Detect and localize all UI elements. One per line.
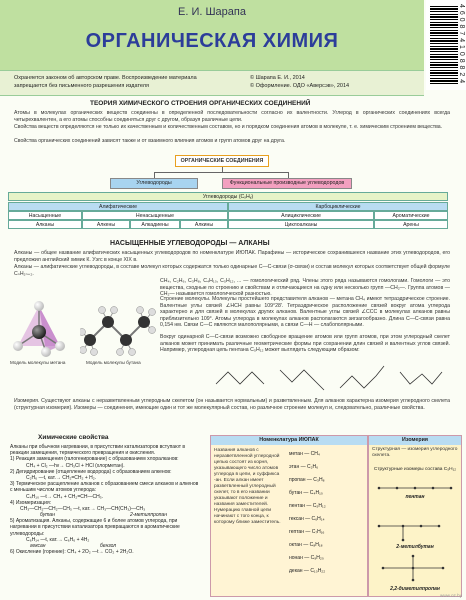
list-item: пропан — C₃H₈ (289, 477, 325, 483)
list-item: метан — CH₄ (289, 451, 320, 457)
header (0, 0, 424, 70)
isomers-panel (368, 435, 462, 597)
alkane-names-list (289, 448, 365, 578)
table-row (8, 192, 448, 201)
theory-para-1: Атомы в молекулах органических веществ соединены в определенной последовательности согласно их валентности. Углерод в органических соединениях всегда четырехвалентен, а его атомы способны соединяться друг с другом, образуя различные цепи. (14, 110, 450, 123)
table-row (8, 202, 448, 211)
cell-aliphatic: Алифатические (8, 202, 228, 211)
scheme-organic-compounds: ОРГАНИЧЕСКИЕ СОЕДИНЕНИЯ (175, 155, 269, 167)
reaction-1-label: 1) Реакция замещения (галогенирование) с образованием хлоралканов: (10, 456, 179, 463)
pentane-label: пентан (405, 494, 425, 500)
dimethylpropane-label: 2,2-диметилпропан (390, 586, 440, 592)
reaction-2-label: 2) Дегидрирование (отщепление водорода) с образованием алкенов: (10, 468, 172, 475)
cell-hydrocarbons: Углеводороды (CₓHᵧ) (8, 192, 448, 201)
cell-alkenes: Алкены (82, 220, 130, 229)
copyright-author: © Шарапа Е. И., 2014 (250, 75, 305, 81)
scheme-hydrocarbons: Углеводороды (110, 178, 198, 189)
list-item: октан — C₈H₁₈ (289, 542, 323, 548)
barcode (426, 0, 466, 90)
table-row (8, 220, 448, 229)
barcode-bars (430, 4, 458, 84)
cell-arenes: Арены (374, 220, 448, 229)
butane-model-image (80, 300, 156, 358)
nomenclature-header: Номенклатура ИЮПАК (211, 436, 367, 445)
alkanes-para-3: CH₄, C₂H₆, C₃H₈, C₄H₁₀, C₅H₁₂, ... — гомологический ряд. Члены этого ряда называются гомологами. Гомологи — это вещества, сходные по строению и свойствам и отличающиеся на одну или несколько групп —CH₂—. Группа атомов —CH₂— называется гомологической разностью. (160, 278, 450, 298)
butane-caption: Модель молекулы бутана (86, 360, 141, 365)
cell-saturated: Насыщенные (8, 211, 82, 220)
cell-cycloalkanes: Циклоалканы (228, 220, 374, 229)
cell-aromatic: Ароматические (374, 211, 448, 220)
reaction-5-equation: C₆H₁₄ —t, кат.→ C₆H₆ + 4H₂ (26, 536, 90, 543)
methane-model-image (10, 300, 68, 358)
theory-para-3: Свойства органических соединений зависят также и от взаимного влияния атомов и групп атомов друг на друга. (14, 138, 286, 144)
chemical-properties-title: Химические свойства (38, 434, 109, 441)
list-item: пентан — C₅H₁₂ (289, 503, 326, 509)
isomerism-para: Изомерия. Существуют алканы с неразветвленным углеродным скелетом (он называется нормальным) и разветвленным. Для алканов характерна изомерия углеродного скелета (структурная изомерия). Изомеры — соединения, имеющие один и тот же молекулярный состав, но различное строение молекул и, следовательно, различные свойства. (14, 398, 450, 411)
list-item: нонан — C₉H₂₀ (289, 555, 324, 561)
list-item: гексан — C₆H₁₄ (289, 516, 325, 522)
copyright-publisher: © Оформление. ОДО «Аверсэв», 2014 (250, 83, 350, 89)
alkanes-para-1: Алканы — общее название алифатических насыщенных углеводородов по номенклатуре ИЮПАК. Парафины — историческое сохранившееся название этих углеводородов, его предложил английский химик К. Уэгс в конце XIX в. (14, 250, 450, 263)
reaction-3-label: 3) Термическое расщепление алканов с образованием смеси алканов и алкенов с меньшим числом атомов углерода: (10, 481, 199, 494)
alkanes-title: НАСЫЩЕННЫЕ УГЛЕВОДОРОДЫ — АЛКАНЫ (110, 240, 270, 247)
isomers-subtitle: Структурные изомеры состава C₅H₁₂ (373, 467, 457, 472)
reaction-4-label: 4) Изомеризация: (10, 499, 52, 506)
reaction-4-names (10, 512, 200, 518)
isomers-header: Изомерия (369, 436, 461, 445)
nomenclature-text: Названия алканов с неразветвленной углеродной цепью состоят из корня, указывающего число атомов углерода в цепи, и суффикса -ан. Если алкан имеет разветвленный углеродный скелет, то в его названии указывают положение и названия заместителей. Нумерацию главной цепи начинают с того конца, к которому ближе заместитель. (214, 448, 281, 525)
pentane-chain-shapes (210, 360, 450, 394)
cell-alkadienes: Алкадиены (130, 220, 180, 229)
reaction-6-equation: 6) Окисление (горение): CH₄ + 2O₂ —t→ CO₂ + 2H₂O. (10, 549, 134, 556)
molecule-structure-para: Строение молекулы. Молекулы простейшего представителя алканов — метана CH₄ имеют тетраэдрическое строение. Валентные углы связей ∠HCH равны 109°28′. Тетраэдрическое расположение связей вокруг атома углерода характерно и для связей в молекулах других алканов. Валентные углы связей ∠CCC в молекулах алканов равны приблизительно 109°. Атомы углерода в молекулах алканов располагаются зигзагообразно. Длина C—C-связи равна 0,154 нм. Связи C—C являются малополярными, а связи C—H — слабополярными. (160, 296, 450, 329)
page-title: ОРГАНИЧЕСКАЯ ХИМИЯ (85, 30, 339, 52)
reaction-2-equation: C₂H₆ —t, кат.→ CH₂=CH₂ + H₂. (26, 475, 97, 482)
cell-unsaturated: Ненасыщенные (82, 211, 228, 220)
list-item: бутан — C₄H₁₀ (289, 490, 323, 496)
reaction-1-equation: CH₄ + Cl₂ —hν→ CH₃Cl + HCl (хлорметан). (26, 462, 125, 469)
methane-caption: Модель молекулы метана (10, 360, 66, 365)
free-rotation-para: Вокруг одинарной C—C-связи возможно свободное вращение атомов или групп атомов, при этом углеродный скелет алканов может принимать различные геометрические формы при сохранении длин связей и валентных углов связей. Например, углеродная цепь пентана C₅H₁₂ может выглядеть следующим образом: (160, 334, 450, 354)
copyright-lines (250, 74, 420, 90)
reactions-list (10, 444, 200, 555)
author: Е. И. Шарапа (178, 6, 246, 18)
copyright-notice: Охраняется законом об авторском праве. Воспроизведение материала запрещается без письменного разрешения издателя (14, 75, 197, 89)
reaction-5-label: 5) Ароматизация. Алканы, содержащие 6 и более атомов углерода, при нагревании в присутствии катализатора превращаются в ароматические углеводороды: (10, 518, 180, 537)
reaction-3-equation: C₄H₁₀ —t→ CH₄ + CH₂=CH—CH₃. (26, 493, 104, 500)
alkanes-para-2: Алканы — алифатические углеводороды, в составе молекул которых содержатся только одинарные C—C-связи (σ-связи) и состав молекул которых соответствует общей формуле CₙH₂ₙ₊₂. (14, 264, 450, 277)
reactions-intro: Алканы при обычном нагревании, в присутствии катализаторов вступают в реакции замещения, термического превращения и окисления. (10, 444, 186, 457)
scheme-line (154, 172, 288, 173)
methylpropane-label: 2-метилпропан (130, 512, 167, 519)
cell-alkynes: Алкины (180, 220, 228, 229)
barcode-number: 4 6 0 8 7 4 1 0 8 8 2 4 (458, 4, 465, 84)
butane-label: бутан (40, 512, 55, 519)
reaction-5-names (10, 543, 200, 549)
watermark: www.oz.by (440, 593, 462, 598)
reaction-4-equation: CH₃—CH₂—CH₂—CH₃ —t, кат.→ CH₃—CH(CH₃)—CH₃ (20, 506, 146, 513)
list-item: гептан — C₇H₁₆ (289, 529, 325, 535)
notice-bar (0, 70, 424, 96)
cell-alkanes: Алканы (8, 220, 82, 229)
nomenclature-panel (210, 435, 368, 597)
hexane-label: гексан (30, 543, 46, 550)
table-row (8, 211, 448, 220)
scheme-functional-derivatives: Функциональные производные углеводородов (222, 178, 352, 189)
list-item: декан — C₁₀H₂₂ (289, 568, 326, 574)
cell-carbocyclic: Карбоциклические (228, 202, 448, 211)
isomers-text: Структурная — изомерия углеродного скелета. (372, 447, 458, 458)
theory-para-2: Свойства веществ определяются не только их качественным и количественным составом, но и порядком соединения атомов в молекуле, т. е. химическим строением вещества. (14, 124, 443, 130)
list-item: этан — C₂H₆ (289, 464, 319, 470)
methylbutane-label: 2-метилбутан (396, 544, 434, 550)
benzene-label: бензол (100, 543, 117, 550)
cell-alicyclic: Алициклические (228, 211, 374, 220)
theory-title: ТЕОРИЯ ХИМИЧЕСКОГО СТРОЕНИЯ ОРГАНИЧЕСКИХ СОЕДИНЕНИЙ (90, 100, 311, 107)
